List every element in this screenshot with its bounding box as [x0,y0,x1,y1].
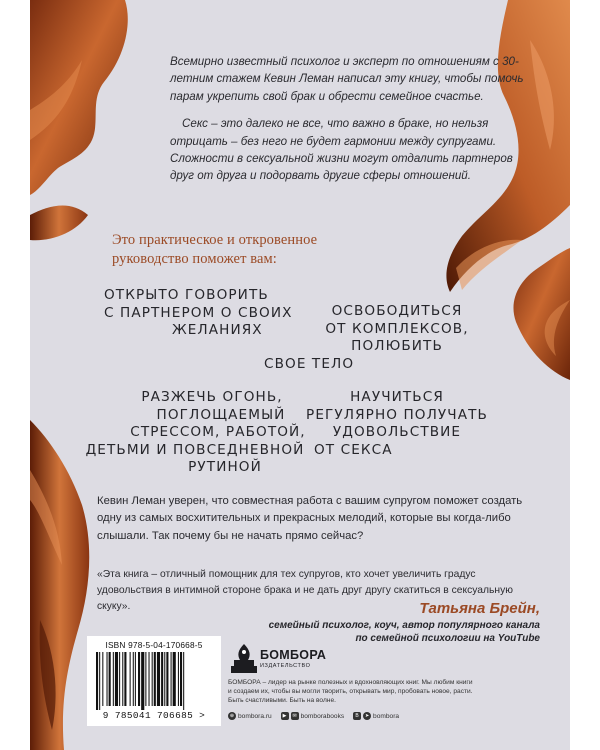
barcode-bar [96,652,98,710]
barcode-bar [115,652,118,706]
publisher-social-1[interactable]: bomborabooks [300,712,345,720]
telegram-icon: ➤ [364,713,370,719]
publisher-name: БОМБОРА [260,648,327,662]
barcode-bar [99,652,100,710]
benefit-line: УДОВОЛЬСТВИЕ [332,424,462,440]
benefit-line: РАЗЖЕЧЬ ОГОНЬ, [141,389,283,405]
benefit-line: ОТ КОМПЛЕКСОВ, [325,320,469,337]
benefit-2 [264,303,502,373]
barcode-bar [166,652,168,706]
testimonial-quote: «Эта книга – отличный помощник для тех супругов, кто хочет увеличить градус удовольствия в интимной стороне брака и не дать друг другу скатиться в сексуальную скуку». [97,569,513,612]
barcode-bar [171,652,172,706]
publisher-subtitle: ИЗДАТЕЛЬСТВО [260,663,311,669]
vk-icon: В [353,712,361,720]
barcode-bar [173,652,176,706]
barcode-bar [113,652,114,706]
benefit-line: ПОЛЮБИТЬ [351,338,443,354]
barcode-bar [135,652,136,706]
testimonial-author: Татьяна Брейн, [419,600,540,617]
benefit-line: ОТ СЕКСА [314,441,393,458]
barcode-bar [180,652,182,706]
benefit-line: СВОЕ ТЕЛО [264,355,355,372]
benefit-line: С ПАРТНЕРОМ О СВОИХ [104,304,293,321]
benefit-line: СТРЕССОМ, РАБОТОЙ, [130,424,306,440]
globe-icon: ⊕ [229,713,235,719]
benefit-line: НАУЧИТЬСЯ [350,389,444,405]
testimonial-author-role [230,619,540,645]
intro-text [170,53,530,195]
barcode-bar [119,652,120,706]
benefit-line: ЖЕЛАНИЯХ [172,322,263,338]
bombora-logo-icon [228,642,260,676]
barcode-digits: 9 785041 706685 > [102,710,206,721]
barcode-bar [141,652,144,710]
isbn-text: ISBN 978-5-04-170668-5 [105,640,203,650]
book-back-cover [30,0,570,750]
publisher-site[interactable]: bombora.ru [238,712,272,720]
barcode-bar [102,652,103,706]
barcode-bar [107,652,108,706]
publisher-description: БОМБОРА – лидер на рынке полезных и вдохновляющих книг. Мы любим книги и создаем их, чтобы вы могли творить, открывать мир, пробовать новое, расти. Быть счастливыми. Быть на волне. [228,679,473,704]
guide-heading-line-2: руководство поможет вам: [112,251,277,267]
barcode-bar [157,652,160,706]
benefit-4 [292,389,502,459]
benefit-line: РУТИНОЙ [188,459,262,475]
barcode-bar [145,652,146,706]
benefit-line: ПОГЛОЩАЕМЫЙ [156,406,286,423]
author-role-line-2: по семейной психологии на YouTube [355,633,540,644]
barcode-bar [183,652,184,710]
barcode-bar [164,652,165,706]
guide-heading [112,231,412,269]
barcode-bar [109,652,111,706]
barcode-bar [149,652,150,706]
barcode-bar [152,652,153,706]
closing-paragraph: Кевин Леман уверен, что совместная работа с вашим супругом поможет создать одну из самых восхитительных и прекрасных мелодий, которые вы когда-либо слышали. Так почему бы не начать прямо сейчас? [97,495,523,542]
barcode-bar [130,652,131,706]
benefit-line: ОТКРЫТО ГОВОРИТЬ [104,287,269,303]
intro-paragraph-2: Секс – это далеко не все, что важно в браке, но нельзя отрицать – без него не будет гармонии между супругами. Сложности в сексуальной жизни могут отдалить партнеров друг от друга и подорвать другие сферы отношений. [170,117,513,183]
barcode-bar [124,652,126,706]
barcode-bar [178,652,179,706]
benefit-1 [104,287,314,340]
benefit-line: ДЕТЬМИ И ПОВСЕДНЕВНОЙ [85,441,305,458]
barcode-bar [138,652,140,706]
barcode-block [87,636,221,726]
benefit-line: ОСВОБОДИТЬСЯ [331,303,463,319]
video-icon: ▶ [281,712,289,720]
author-role-line-1: семейный психолог, коуч, автор популярного канала [268,620,540,631]
benefit-line: РЕГУЛЯРНО ПОЛУЧАТЬ [306,406,488,423]
chat-icon: ✉ [292,713,297,719]
publisher-social-2[interactable]: bombora [373,712,400,720]
barcode-bar [161,652,163,706]
publisher-links [228,712,528,724]
benefit-3 [60,389,330,477]
barcode-bar [154,652,156,706]
barcode-bar [133,652,134,706]
barcode-bar [122,652,123,706]
barcode-image [96,652,212,710]
intro-paragraph-1: Всемирно известный психолог и эксперт по отношениям с 30-летним стажем Кевин Леман написал эту книгу, чтобы помочь парам укрепить свой брак и обрести семейное счастье. [170,55,524,103]
guide-heading-line-1: Это практическое и откровенное [112,232,318,248]
